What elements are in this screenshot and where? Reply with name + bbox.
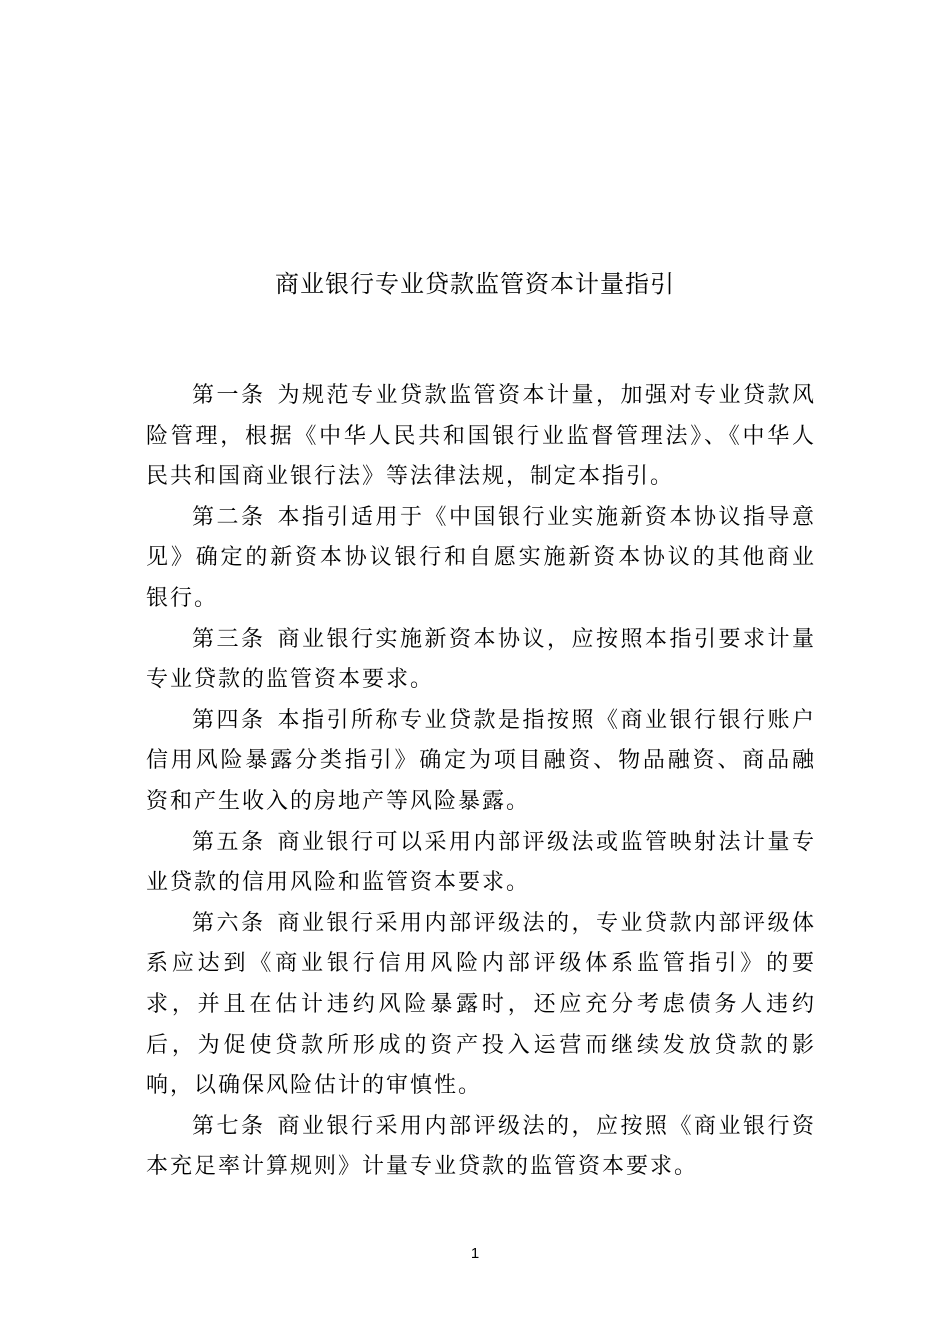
article-number: 第一条 <box>192 383 266 408</box>
article-text: 为规范专业贷款监管资本计量，加强对专业贷款风险管理，根据《中华人民共和国银行业监督管理法》、《中华人民共和国商业银行法》等法律法规，制定本指引。 <box>146 383 816 490</box>
article-number: 第二条 <box>192 504 266 530</box>
article-5 <box>146 823 816 904</box>
article-1 <box>146 376 816 498</box>
article-text: 商业银行可以采用内部评级法或监管映射法计量专业贷款的信用风险和监管资本要求。 <box>146 829 816 896</box>
article-3 <box>146 620 816 701</box>
article-number: 第七条 <box>192 1113 266 1139</box>
article-text: 商业银行实施新资本协议，应按照本指引要求计量专业贷款的监管资本要求。 <box>146 626 816 693</box>
article-text: 本指引所称专业贷款是指按照《商业银行银行账户信用风险暴露分类指引》确定为项目融资、物品融资、商品融资和产生收入的房地产等风险暴露。 <box>146 707 816 814</box>
article-text: 本指引适用于《中国银行业实施新资本协议指导意见》确定的新资本协议银行和自愿实施新资本协议的其他商业银行。 <box>146 504 816 611</box>
document-body <box>146 376 816 1188</box>
article-number: 第四条 <box>192 707 266 733</box>
article-2 <box>146 498 816 620</box>
article-text: 商业银行采用内部评级法的，应按照《商业银行资本充足率计算规则》计量专业贷款的监管资本要求。 <box>146 1113 816 1180</box>
document-title: 商业银行专业贷款监管资本计量指引 <box>275 270 675 298</box>
article-number: 第五条 <box>192 829 266 855</box>
article-7 <box>146 1107 816 1188</box>
article-text: 商业银行采用内部评级法的，专业贷款内部评级体系应达到《商业银行信用风险内部评级体系监管指引》的要求，并且在估计违约风险暴露时，还应充分考虑债务人违约后，为促使贷款所形成的资产投入运营而继续发放贷款的影响，以确保风险估计的审慎性。 <box>146 910 816 1099</box>
article-4 <box>146 701 816 823</box>
article-6 <box>146 904 816 1107</box>
article-number: 第六条 <box>192 910 266 936</box>
article-number: 第三条 <box>192 626 266 652</box>
page-number: 1 <box>470 1245 480 1262</box>
